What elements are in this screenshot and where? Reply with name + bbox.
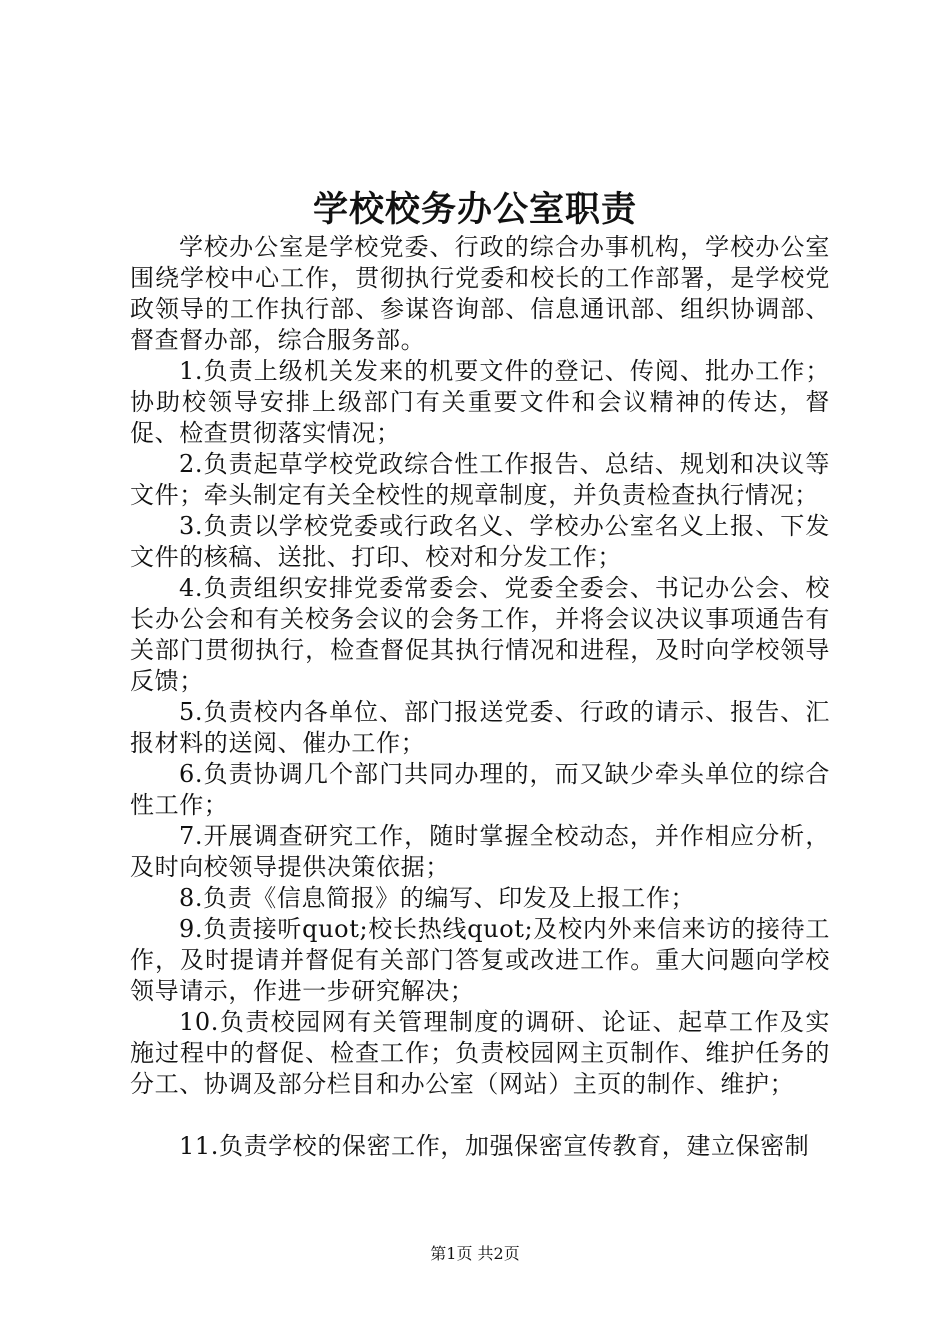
duty-item-6: 6.负责协调几个部门共同办理的，而又缺少牵头单位的综合性工作； xyxy=(130,760,830,819)
paragraph-spacer xyxy=(130,1100,830,1131)
duty-item-9: 9.负责接听quot;校长热线quot;及校内外来信来访的接待工作，及时提请并督促有关部门答复或改进工作。重大问题向学校领导请示，作进一步研究解决； xyxy=(130,915,830,1005)
duty-item-2: 2.负责起草学校党政综合性工作报告、总结、规划和决议等文件；牵头制定有关全校性的规章制度，并负责检查执行情况； xyxy=(130,450,830,509)
duty-item-11: 11.负责学校的保密工作，加强保密宣传教育，建立保密制 xyxy=(179,1132,810,1160)
duty-item-8: 8.负责《信息简报》的编写、印发及上报工作； xyxy=(179,884,696,912)
duty-item-7: 7.开展调查研究工作，随时掌握全校动态，并作相应分析，及时向校领导提供决策依据； xyxy=(130,822,830,881)
intro-paragraph: 学校办公室是学校党委、行政的综合办事机构，学校办公室围绕学校中心工作，贯彻执行党委和校长的工作部署，是学校党政领导的工作执行部、参谋咨询部、信息通讯部、组织协调部、督查督办部，综合服务部。 xyxy=(130,233,830,354)
page-footer: 第1页 共2页 xyxy=(430,1244,520,1263)
duty-item-1: 1.负责上级机关发来的机要文件的登记、传阅、批办工作；协助校领导安排上级部门有关重要文件和会议精神的传达，督促、检查贯彻落实情况； xyxy=(130,357,830,447)
document-body xyxy=(130,232,830,1162)
document-title: 学校校务办公室职责 xyxy=(312,189,637,230)
duty-item-4: 4.负责组织安排党委常委会、党委全委会、书记办公会、校长办公会和有关校务会议的会务工作，并将会议决议事项通告有关部门贯彻执行，检查督促其执行情况和进程，及时向学校领导反馈； xyxy=(130,574,830,695)
duty-item-3: 3.负责以学校党委或行政名义、学校办公室名义上报、下发文件的核稿、送批、打印、校对和分发工作； xyxy=(130,512,830,571)
duty-item-10: 10.负责校园网有关管理制度的调研、论证、起草工作及实施过程中的督促、检查工作；负责校园网主页制作、维护任务的分工、协调及部分栏目和办公室（网站）主页的制作、维护； xyxy=(130,1008,830,1098)
duty-item-5: 5.负责校内各单位、部门报送党委、行政的请示、报告、汇报材料的送阅、催办工作； xyxy=(130,698,830,757)
